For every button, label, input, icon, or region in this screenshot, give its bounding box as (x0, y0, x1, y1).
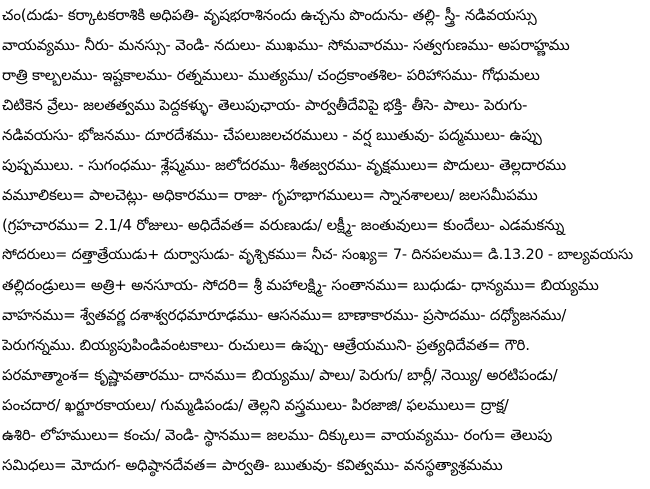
text-line: వాయవ్యము- నీరు- మనస్సు- వెండి- నదులు- ముఖము- సోమవారము- సత్వగుణము- అపరాహ్ణము (2, 36, 570, 54)
text-line: నడివయసు- భోజనము- దూరదేశము- చేపలుజలచరములు - వర్ష ఋతువు- పద్మములు- ఉప్పు (2, 126, 542, 144)
text-line: పంచదార/ ఖర్జూరకాయలు/ గుమ్మడిపండు/ తెల్లని వస్త్రములు- పిరజాజి/ ఫలములు= ద్రాక్ష/ (2, 396, 509, 414)
text-line: సోదరులు= దత్తాత్రేయుడు+ దుర్వాసుడు- వృశ్చికము= నీచ- సంఖ్య= 7- దినపలము= డి.13.20 - బాల్యవయసు (2, 247, 633, 263)
text-line: సమిధలు= మోదుగ- అధిష్ఠానదేవత= పార్వతి- ఋతువు- కవిత్వము- వనస్థత్యాశ్రమము (2, 456, 503, 474)
text-line: పెరుగన్నము. బియ్యపుపిండివంటకాలు- రుచులు= ఉప్పు- ఆత్రేయముని- ప్రత్యధిదేవత= గౌరి. (2, 336, 530, 354)
text-line: రాత్రి కాల్బలము- ఇష్టకాలము- రత్నములు- ముత్యము/ చంద్రకాంతశిల- పరిహాసము- గోధుమలు (2, 66, 540, 84)
text-line: చం(దుడు- కర్కాటకరాశికి అధిపతి- వృషభరాశినందు ఉచ్చను పొందును- తల్లి- స్త్రీ- నడివయస్సు (2, 6, 537, 24)
text-line: (గ్రహచారము= 2.1/4 రోజులు- అధిదేవత= వరుణుడు/ లక్ష్మీ- జంతువులు= కుందేలు- ఎడమకన్ను (2, 216, 565, 234)
text-line: చిటికెన వ్రేలు- జలతత్వము పెద్దకళ్ళు- తెలుపుఛాయ- పార్వతీదేవిపై భక్తి- తీసె- పాలు- పెరుగు- (2, 96, 528, 114)
text-line: తల్లిదండ్రులు= అత్రి+ అనసూయ- సోదరి= శ్రీ మహాలక్ష్మి- సంతానము= బుధుడు- ధాన్యము= బియ్యము (2, 276, 599, 294)
text-line: వాహనము= శ్వేతవర్ణ దశాశ్వరధమారూఢము- ఆసనము= బాణాకారము- ప్రసాదము- దధ్యోజనము/ (2, 306, 567, 324)
text-line: ఉశిరి- లోహములు= కంచు/ వెండి- స్థానము= జలము- దిక్కులు= వాయవ్యము- రంగు= తెలుపు (2, 426, 553, 444)
text-line: వమూలికలు= పాలచెట్లు- అధికారము= రాజు- గృహభాగములు= స్నానశాలలు/ జలసమీపము (2, 186, 538, 204)
text-line: పుష్పములు. - సుగంధము- శ్లేష్మము- జలోదరము- శీతజ్వరము- వృక్షములు= పొదులు- తెల్లదారము (2, 156, 567, 174)
text-line: పరమాత్మాంశ= కృష్ణావతారము- దానము= బియ్యము/ పాలు/ పెరుగు/ బార్లీ/ నెయ్యి/ అరటిపండు/ (2, 366, 558, 384)
